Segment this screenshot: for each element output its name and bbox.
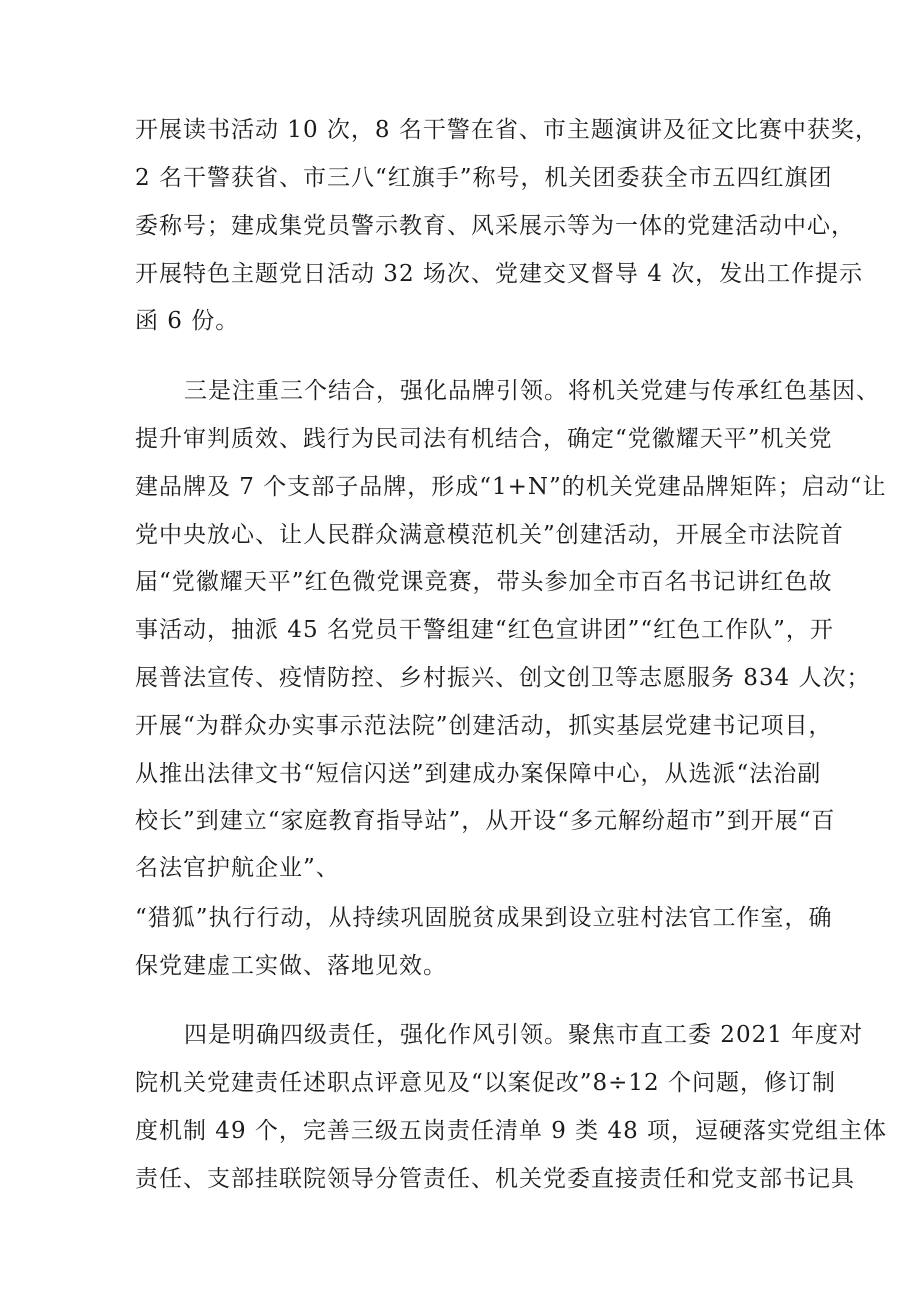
text-line: 校长”到建立“家庭教育指导站”，从开设“多元解纷超市”到开展“百: [135, 808, 836, 834]
text-line: 事活动，抽派 45 名党员干警组建“红色宣讲团”“红色工作队”，开: [135, 617, 834, 643]
text-line: 名法官护航企业”、: [135, 855, 340, 881]
text-line: 展普法宣传、疫情防控、乡村振兴、创文创卫等志愿服务 834 人次；: [135, 665, 871, 691]
text-line: 度机制 49 个，完善三级五岗责任清单 9 类 48 项，逗硬落实党组主体: [135, 1118, 888, 1144]
text-line: 提升审判质效、践行为民司法有机结合，确定“党徽耀天平”机关党: [135, 426, 833, 452]
text-line: 责任、支部挂联院领导分管责任、机关党委直接责任和党支部书记具: [135, 1166, 855, 1192]
text-line: 院机关党建责任述职点评意见及“以案促改”8÷12 个问题，修订制: [135, 1070, 836, 1096]
text-line: 开展“为群众办实事示范法院”创建活动，抓实基层党建书记项目，: [135, 713, 833, 739]
text-line: 函 6 份。: [135, 308, 240, 334]
paragraph-4-first-line: 四是明确四级责任，强化作风引领。聚焦市直工委 2021 年度对: [184, 1022, 864, 1048]
text-line: 2 名干警获省、市三八“红旗手”称号，机关团委获全市五四红旗团: [135, 165, 833, 191]
text-line: “猎狐”执行行动，从持续巩固脱贫成果到设立驻村法官工作室，确: [135, 905, 833, 931]
text-line: 从推出法律文书“短信闪送”到建成办案保障中心，从选派“法治副: [135, 761, 822, 787]
text-line: 保党建虚工实做、落地见效。: [135, 953, 447, 979]
text-line: 委称号；建成集党员警示教育、风采展示等为一体的党建活动中心，: [135, 213, 855, 239]
text-line: 开展读书活动 10 次，8 名干警在省、市主题演讲及征文比赛中获奖，: [135, 117, 879, 143]
text-line: 党中央放心、让人民群众满意模范机关”创建活动，开展全市法院首: [135, 522, 844, 548]
text-line: 建品牌及 7 个支部子品牌，形成“1+N”的机关党建品牌矩阵；启动“让: [135, 474, 887, 500]
paragraph-3-first-line: 三是注重三个结合，强化品牌引领。将机关党建与传承红色基因、: [184, 378, 880, 404]
text-line: 开展特色主题党日活动 32 场次、党建交叉督导 4 次，发出工作提示: [135, 261, 864, 287]
text-line: 届“党徽耀天平”红色微党课竞赛，带头参加全市百名书记讲红色故: [135, 569, 833, 595]
